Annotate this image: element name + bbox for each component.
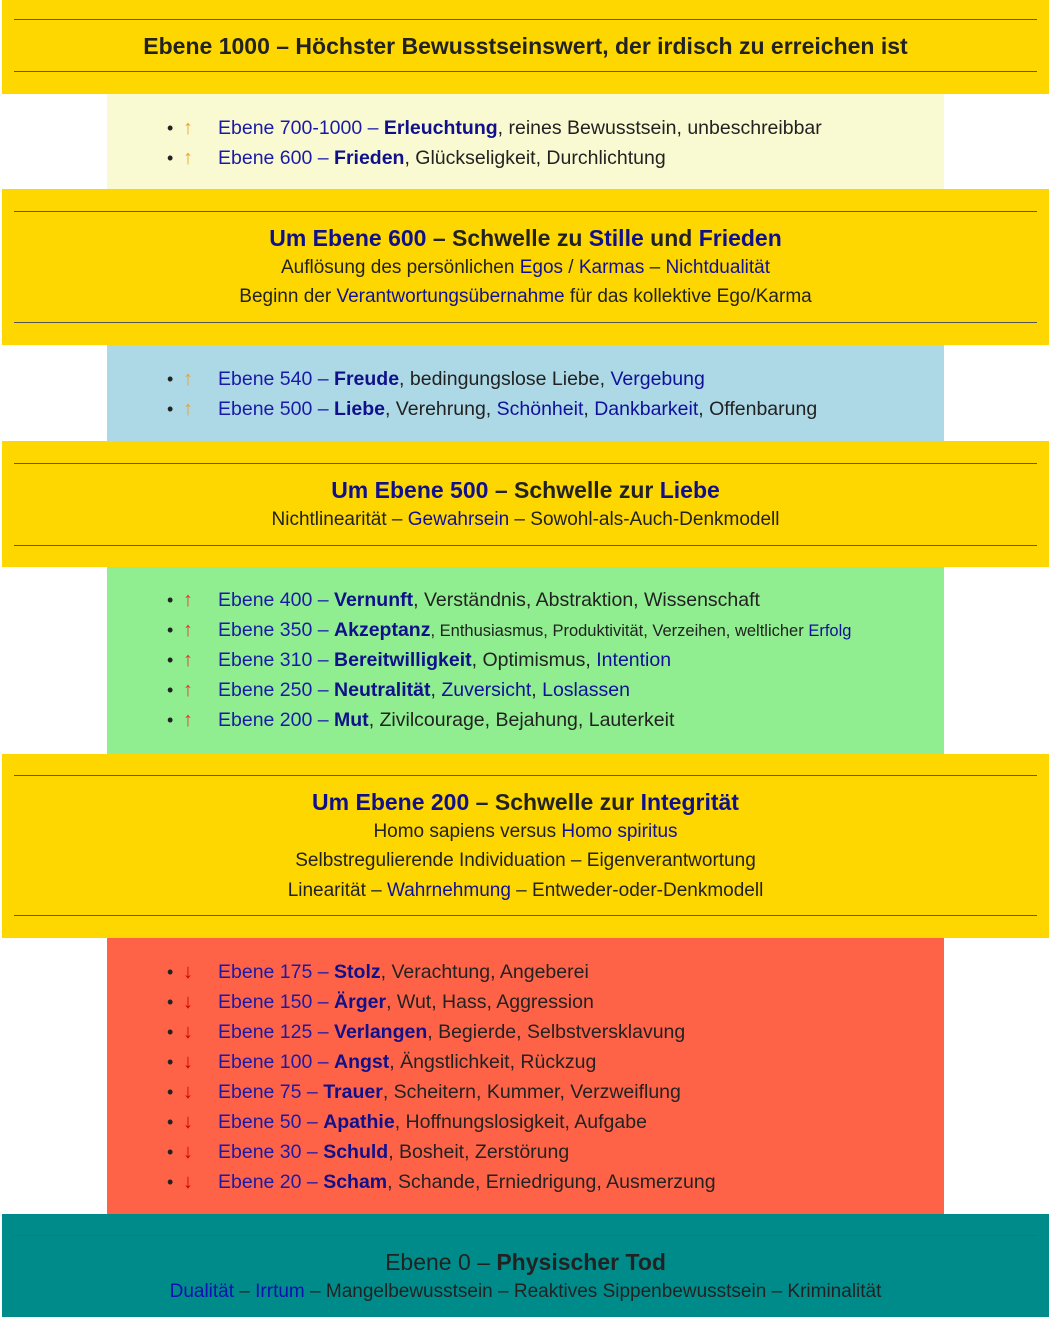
level-list — [107, 345, 944, 424]
arrow-down-icon: ↓ — [183, 1081, 193, 1103]
arrow-up-icon: ↑ — [183, 619, 193, 641]
list-item: • ↑ Ebene 350 – Akzeptanz, Enthusiasmus, Produktivität, Verzeihen, weltlicher Erfolg — [107, 615, 944, 645]
level-group-love — [107, 345, 944, 441]
arrow-down-icon: ↓ — [183, 961, 193, 983]
arrow-up-icon: ↑ — [183, 117, 193, 139]
threshold-200-band — [2, 754, 1049, 938]
threshold-line: Linearität – Wahrnehmung – Entweder-oder-Denkmodell — [287, 880, 764, 901]
arrow-down-icon: ↓ — [183, 1051, 193, 1073]
page-title: Ebene 1000 – Höchster Bewusstseinswert, der irdisch zu erreichen ist — [143, 33, 908, 59]
arrow-down-icon: ↓ — [183, 1111, 193, 1133]
arrow-up-icon: ↑ — [183, 398, 193, 420]
list-item: • ↓ Ebene 125 – Verlangen, Begierde, Selbstversklavung — [107, 1017, 944, 1047]
list-item: • ↓ Ebene 100 – Angst, Ängstlichkeit, Rückzug — [107, 1047, 944, 1077]
divider — [14, 211, 1037, 212]
arrow-down-icon: ↓ — [183, 1021, 193, 1043]
list-item: • ↑ Ebene 250 – Neutralität, Zuversicht, Loslassen — [107, 675, 944, 705]
level-list — [107, 938, 944, 1197]
threshold-line: Beginn der Verantwortungsübernahme für das kollektive Ego/Karma — [239, 286, 812, 307]
divider — [14, 71, 1037, 72]
list-item: • ↓ Ebene 75 – Trauer, Scheitern, Kummer, Verzweiflung — [107, 1077, 944, 1107]
bottom-title: Ebene 0 – Physischer Tod — [385, 1249, 666, 1275]
level-group-force — [107, 938, 944, 1214]
threshold-title: Um Ebene 200 – Schwelle zur Integrität — [312, 789, 739, 815]
divider — [14, 19, 1037, 20]
threshold-line: Selbstregulierende Individuation – Eigenverantwortung — [295, 850, 756, 871]
threshold-line: Homo sapiens versus Homo spiritus — [373, 821, 678, 842]
arrow-down-icon: ↓ — [183, 1171, 193, 1193]
threshold-500-band — [2, 441, 1049, 567]
bottom-line: Dualität – Irrtum – Mangelbewusstsein – Reaktives Sippenbewusstsein – Kriminalität — [169, 1281, 882, 1302]
arrow-down-icon: ↓ — [183, 991, 193, 1013]
list-item: • ↓ Ebene 50 – Apathie, Hoffnungslosigkeit, Aufgabe — [107, 1107, 944, 1137]
divider — [14, 545, 1037, 546]
arrow-up-icon: ↑ — [183, 589, 193, 611]
bottom-band — [2, 1214, 1049, 1317]
list-item: • ↑ Ebene 500 – Liebe, Verehrung, Schönheit, Dankbarkeit, Offenbarung — [107, 394, 944, 424]
arrow-down-icon: ↓ — [183, 1141, 193, 1163]
threshold-600-band — [2, 189, 1049, 345]
list-item: • ↓ Ebene 30 – Schuld, Bosheit, Zerstörung — [107, 1137, 944, 1167]
divider — [14, 915, 1037, 916]
top-band — [2, 0, 1049, 94]
list-item: • ↑ Ebene 400 – Vernunft, Verständnis, Abstraktion, Wissenschaft — [107, 585, 944, 615]
arrow-up-icon: ↑ — [183, 679, 193, 701]
list-item: • ↑ Ebene 700-1000 – Erleuchtung, reines Bewusstsein, unbeschreibbar — [107, 113, 944, 143]
list-item: • ↓ Ebene 20 – Scham, Schande, Erniedrigung, Ausmerzung — [107, 1167, 944, 1197]
arrow-up-icon: ↑ — [183, 147, 193, 169]
divider — [14, 322, 1037, 323]
list-item: • ↓ Ebene 150 – Ärger, Wut, Hass, Aggression — [107, 987, 944, 1017]
divider — [14, 775, 1037, 776]
list-item: • ↑ Ebene 310 – Bereitwilligkeit, Optimismus, Intention — [107, 645, 944, 675]
divider — [14, 463, 1037, 464]
list-item: • ↑ Ebene 200 – Mut, Zivilcourage, Bejahung, Lauterkeit — [107, 705, 944, 735]
level-group-courage — [107, 567, 944, 754]
threshold-line: Auflösung des persönlichen Egos / Karmas – Nichtdualität — [280, 257, 771, 278]
threshold-title: Um Ebene 600 – Schwelle zu Stille und Frieden — [269, 225, 782, 251]
list-item: • ↑ Ebene 600 – Frieden, Glückseligkeit, Durchlichtung — [107, 143, 944, 173]
level-group-enlightenment — [107, 94, 944, 189]
list-item: • ↑ Ebene 540 – Freude, bedingungslose Liebe, Vergebung — [107, 364, 944, 394]
level-list — [107, 94, 944, 173]
arrow-up-icon: ↑ — [183, 709, 193, 731]
arrow-up-icon: ↑ — [183, 368, 193, 390]
list-item: • ↓ Ebene 175 – Stolz, Verachtung, Angeberei — [107, 957, 944, 987]
divider — [14, 1235, 1037, 1236]
threshold-title: Um Ebene 500 – Schwelle zur Liebe — [331, 477, 720, 503]
threshold-line: Nichtlinearität – Gewahrsein – Sowohl-als-Auch-Denkmodell — [271, 509, 780, 530]
level-list — [107, 567, 944, 735]
arrow-up-icon: ↑ — [183, 649, 193, 671]
